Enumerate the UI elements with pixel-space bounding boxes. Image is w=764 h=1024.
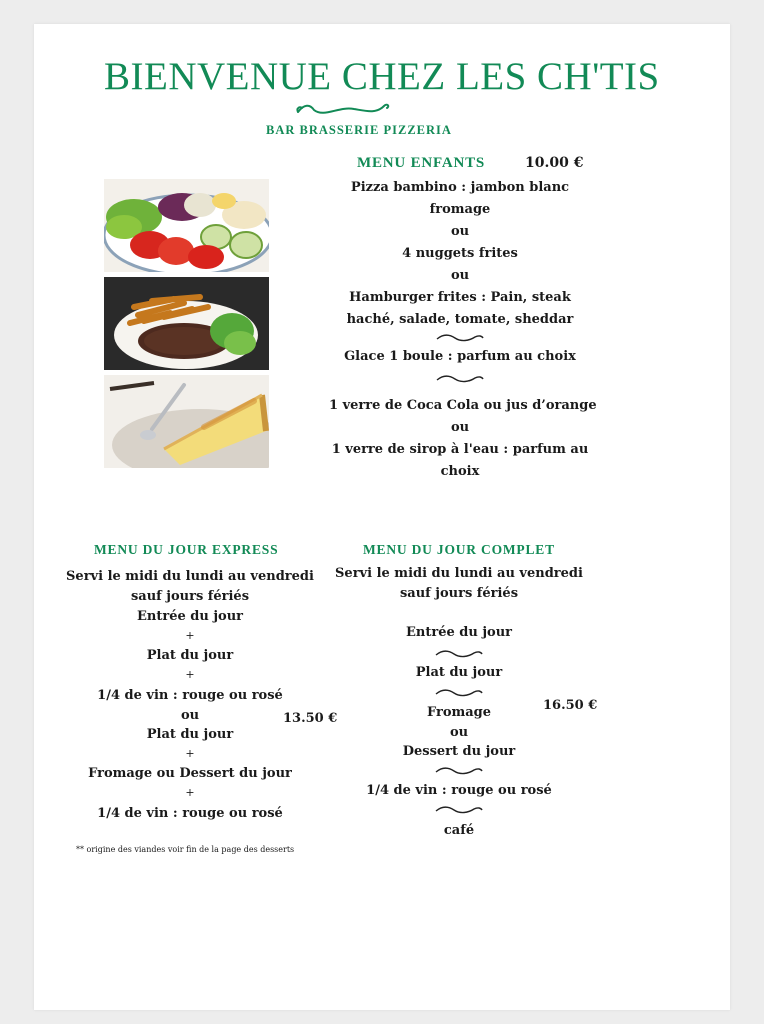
express-menu-price: 13.50 € (283, 711, 338, 726)
menu-line: ou (450, 224, 470, 239)
menu-line: Hamburger frites : Pain, steak (349, 290, 571, 305)
menu-line: Entrée du jour (405, 625, 513, 640)
menu-line: café (443, 823, 475, 838)
menu-line: ou (450, 420, 470, 435)
menu-line: Servi le midi du lundi au vendredi (335, 566, 583, 581)
menu-line: 4 nuggets frites (402, 246, 518, 261)
menu-line: + (185, 786, 195, 799)
menu-line: + (185, 747, 195, 760)
wave-divider-icon (434, 766, 484, 776)
express-menu-heading: MENU DU JOUR EXPRESS (94, 542, 279, 557)
menu-line: Glace 1 boule : parfum au choix (344, 349, 576, 364)
menu-line: Plat du jour (415, 665, 503, 680)
menu-line: sauf jours fériés (130, 589, 250, 604)
menu-line: Fromage ou Dessert du jour (88, 766, 292, 781)
menu-line: ou (449, 725, 469, 740)
complete-menu-body (330, 24, 588, 1010)
menu-line: Plat du jour (146, 727, 234, 742)
complete-menu-price: 16.50 € (543, 698, 598, 713)
menu-line: ou (180, 708, 200, 723)
wave-divider-icon (434, 805, 484, 815)
complete-menu-heading: MENU DU JOUR COMPLET (363, 542, 555, 557)
menu-line: 1/4 de vin : rouge ou rosé (97, 806, 283, 821)
menu-line: choix (440, 464, 480, 479)
menu-line: haché, salade, tomate, sheddar (346, 312, 574, 327)
menu-line: 1/4 de vin : rouge ou rosé (366, 783, 552, 798)
kids-menu-price: 10.00 € (525, 155, 584, 171)
wave-divider-icon (434, 649, 484, 659)
menu-line: sauf jours fériés (399, 586, 519, 601)
menu-line: 1 verre de sirop à l'eau : parfum au (331, 442, 589, 457)
footnote: ** origine des viandes voir fin de la page des desserts (76, 845, 295, 854)
menu-line: Dessert du jour (402, 744, 516, 759)
menu-line: Fromage (426, 705, 492, 720)
page-title: BIENVENUE CHEZ LES CH'TIS (104, 55, 660, 98)
menu-line: + (185, 629, 195, 642)
menu-line: Pizza bambino : jambon blanc (350, 180, 570, 195)
menu-line: + (185, 668, 195, 681)
menu-line: Servi le midi du lundi au vendredi (66, 569, 314, 584)
menu-line: 1/4 de vin : rouge ou rosé (97, 688, 283, 703)
page-subtitle: BAR BRASSERIE PIZZERIA (266, 123, 452, 137)
menu-line: Entrée du jour (136, 609, 244, 624)
wave-divider-icon (434, 688, 484, 698)
menu-line: 1 verre de Coca Cola ou jus d’orange (329, 398, 597, 413)
menu-line: ou (450, 268, 470, 283)
kids-menu-heading: MENU ENFANTS (357, 155, 486, 171)
menu-line: fromage (429, 202, 491, 217)
menu-line: Plat du jour (146, 648, 234, 663)
express-menu-body (64, 24, 316, 1010)
menu-page (34, 24, 730, 1010)
